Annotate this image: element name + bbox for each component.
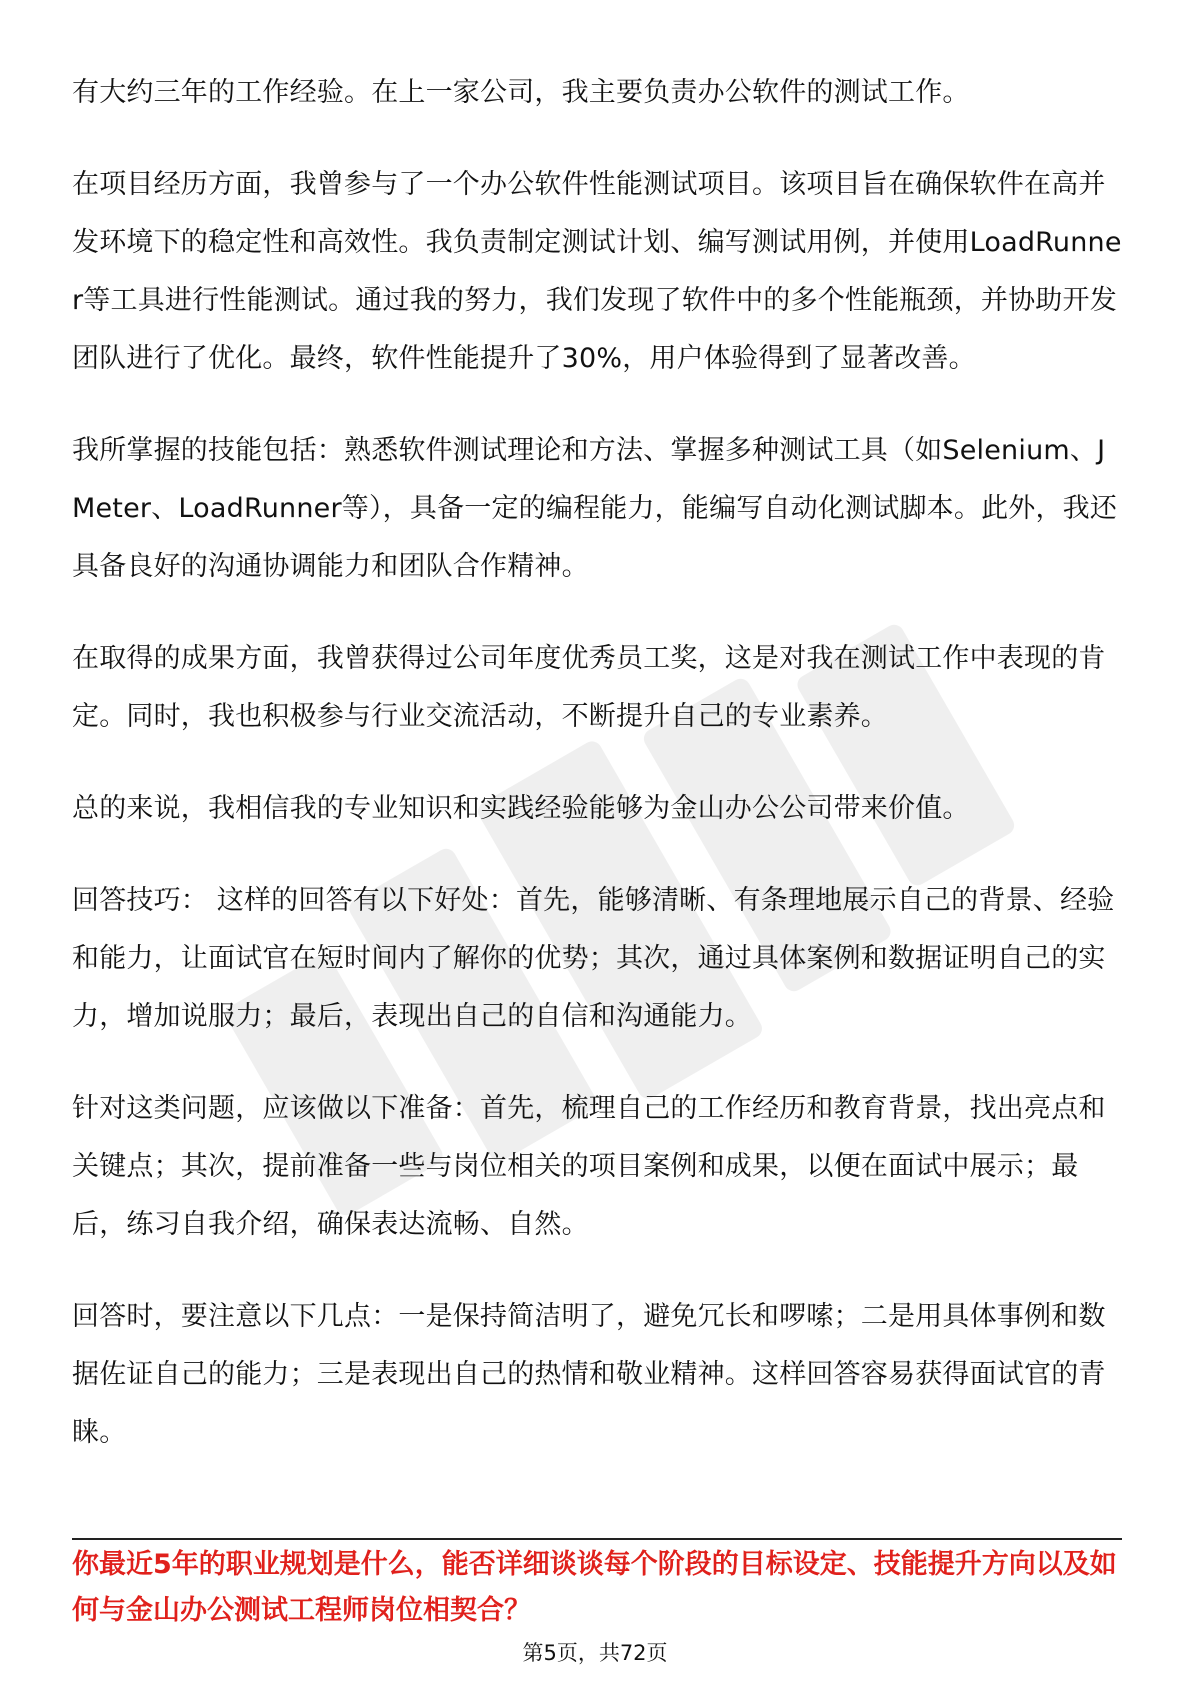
paragraph-experience: 有大约三年的工作经验。在上一家公司，我主要负责办公软件的测试工作。 (72, 77, 970, 108)
paragraph-project: 在项目经历方面，我曾参与了一个办公软件性能测试项目。该项目旨在确保软件在高并发环境下的稳定性和高效性。我负责制定测试计划、编写测试用例，并使用LoadRunner等工具进行性能测试。通过我的努力，我们发现了软件中的多个性能瓶颈，并协助开发团队进行了优化。最终，软件性能提升了30%，用户体验得到了显著改善。 (72, 169, 1122, 374)
paragraph-answer-tips: 回答技巧： 这样的回答有以下好处：首先，能够清晰、有条理地展示自己的背景、经验和能力，让面试官在短时间内了解你的优势；其次，通过具体案例和数据证明自己的实力，增加说服力；最后，表现出自己的自信和沟通能力。 (72, 885, 1115, 1032)
paragraph-notes: 回答时，要注意以下几点：一是保持简洁明了，避免冗长和啰嗦；二是用具体事例和数据佐证自己的能力；三是表现出自己的热情和敬业精神。这样回答容易获得面试官的青睐。 (72, 1301, 1106, 1448)
page-number: 第5页，共72页 (522, 1641, 668, 1665)
next-question-heading: 你最近5年的职业规划是什么，能否详细谈谈每个阶段的目标设定、技能提升方向以及如何与金山办公测试工程师岗位相契合？ (72, 1549, 1117, 1626)
section-divider (72, 1538, 1122, 1540)
answer-body (72, 64, 1122, 1496)
paragraph-summary: 总的来说，我相信我的专业知识和实践经验能够为金山办公公司带来价值。 (72, 793, 970, 824)
paragraph-skills: 我所掌握的技能包括：熟悉软件测试理论和方法、掌握多种测试工具（如Selenium、JMeter、LoadRunner等），具备一定的编程能力，能编写自动化测试脚本。此外，我还具备良好的沟通协调能力和团队合作精神。 (72, 435, 1118, 582)
paragraph-achievements: 在取得的成果方面，我曾获得过公司年度优秀员工奖，这是对我在测试工作中表现的肯定。同时，我也积极参与行业交流活动，不断提升自己的专业素养。 (72, 643, 1106, 732)
paragraph-preparation: 针对这类问题，应该做以下准备：首先，梳理自己的工作经历和教育背景，找出亮点和关键点；其次，提前准备一些与岗位相关的项目案例和成果，以便在面试中展示；最后，练习自我介绍，确保表达流畅、自然。 (72, 1093, 1106, 1240)
